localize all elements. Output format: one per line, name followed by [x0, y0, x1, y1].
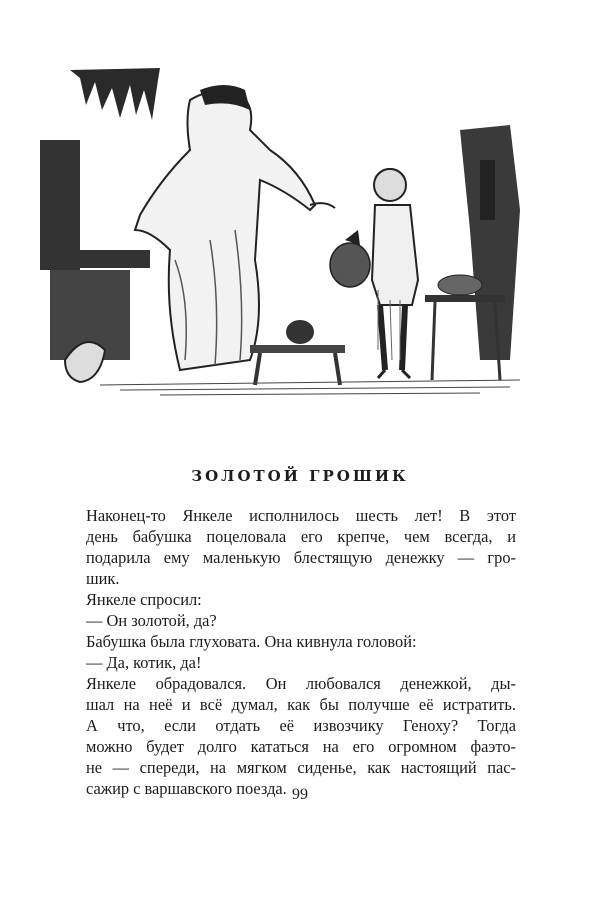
- illustration-grandmother-and-boy: [40, 60, 530, 400]
- text-line: — Он золотой, да?: [86, 611, 217, 630]
- text-line: день бабушка поцеловала его крепче, чем всегда, и: [86, 527, 516, 546]
- boy-figure: [372, 168, 418, 378]
- text-line: — Да, котик, да!: [86, 653, 202, 672]
- floor-hatching: [100, 380, 520, 395]
- text-line: можно будет долго кататься на его огромном фаэто-: [86, 737, 516, 756]
- text-line: Янкеле обрадовался. Он любовался денежкой, ды-: [86, 674, 516, 693]
- stool-with-pot: [250, 320, 345, 385]
- hanging-cloth: [70, 68, 160, 120]
- text-line: А что, если отдать её извозчику Геноху? Тогда: [86, 716, 516, 735]
- text-line: шик.: [86, 569, 120, 588]
- rooster: [330, 230, 370, 287]
- text-line: подарила ему маленькую блестящую денежку — гро-: [86, 548, 516, 567]
- text-line: Наконец-то Янкеле исполнилось шесть лет! В этот: [86, 506, 516, 525]
- text-line: Бабушка была глуховата. Она кивнула головой:: [86, 632, 417, 651]
- chapter-title: ЗОЛОТОЙ ГРОШИК: [191, 467, 409, 485]
- illustration-drawing: [40, 60, 530, 400]
- text-line: шал на неё и всё думал, как бы получше её истратить.: [86, 695, 516, 714]
- text-line: Янкеле спросил:: [86, 590, 202, 609]
- left-wall: [40, 140, 150, 360]
- page-number: 99: [292, 786, 308, 803]
- text-line: сажир с варшавского поезда.: [86, 779, 287, 798]
- text-line: не — спереди, на мягком сиденье, как настоящий пас-: [86, 758, 516, 777]
- right-background: [460, 125, 520, 360]
- story-text: [86, 505, 516, 799]
